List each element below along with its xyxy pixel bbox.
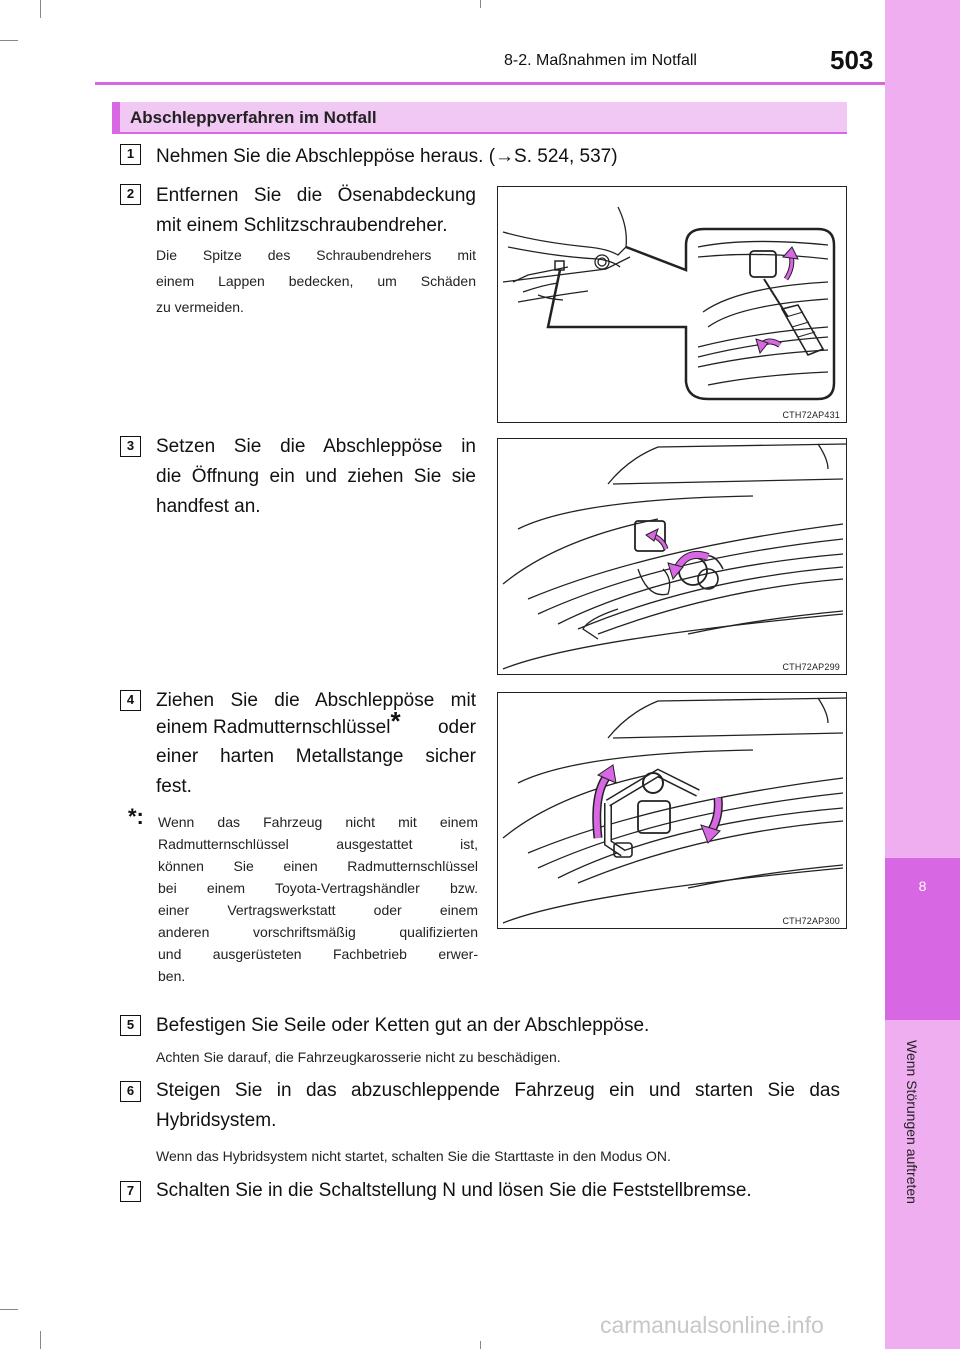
- step-text-line: Steigen Sie in das abzuschleppende Fahrzeug ein und starten Sie das: [156, 1080, 840, 1101]
- step-note-line: einem Lappen bedecken, um Schäden: [156, 273, 476, 289]
- header-section-title: 8-2. Maßnahmen im Notfall: [504, 52, 697, 69]
- step-note-line: Die Spitze des Schraubendrehers mit: [156, 247, 476, 263]
- footnote-line: Radmutternschlüssel ausgestattet ist,: [158, 836, 478, 852]
- figure-code: CTH72AP300: [782, 916, 840, 926]
- step-note-line: zu vermeiden.: [156, 299, 244, 315]
- crop-mark: [480, 1341, 481, 1349]
- step-text: Schalten Sie in die Schaltstellung N und lösen Sie die Feststellbremse.: [156, 1180, 752, 1201]
- footnote-line: einer Vertragswerkstatt oder einem: [158, 902, 478, 918]
- step-text: Befestigen Sie Seile oder Ketten gut an der Abschleppöse.: [156, 1015, 650, 1036]
- step-number: 5: [120, 1015, 141, 1036]
- chapter-side-tab: [885, 0, 960, 1349]
- crop-mark: [40, 1331, 41, 1349]
- figure-remove-eyelet-cover: [497, 186, 847, 423]
- chapter-number: 8: [918, 878, 927, 894]
- footnote-line: bei einem Toyota-Vertragshändler bzw.: [158, 880, 478, 896]
- car-bumper-illustration: [498, 187, 846, 422]
- step-number: 1: [120, 144, 141, 165]
- footnote-line: Wenn das Fahrzeug nicht mit einem: [158, 814, 478, 830]
- car-bumper-illustration: [498, 439, 846, 674]
- crop-mark: [0, 1309, 18, 1310]
- figure-tighten-towing-eyelet: [497, 692, 847, 929]
- header-rule: [95, 82, 885, 85]
- step-text-line: Setzen Sie die Abschleppöse in: [156, 436, 476, 457]
- chapter-title: Wenn Störungen auftreten: [904, 1040, 920, 1204]
- page-number: 503: [830, 45, 874, 75]
- step-text-segment: einem Radmutternschlüssel: [156, 717, 391, 738]
- step-text-line: Entfernen Sie die Ösenabdeckung: [156, 185, 476, 206]
- figure-insert-towing-eyelet: [497, 438, 847, 675]
- step-text-line: mit einem Schlitzschraubendreher.: [156, 215, 448, 236]
- step-number: 4: [120, 690, 141, 711]
- footnote-line: ben.: [158, 968, 186, 984]
- step-text-line: die Öffnung ein und ziehen Sie sie: [156, 466, 476, 487]
- crop-mark: [480, 0, 481, 8]
- crop-mark: [0, 40, 18, 41]
- footnote-line: können Sie einen Radmutternschlüssel: [158, 858, 478, 874]
- step-text-line: fest.: [156, 776, 192, 797]
- footnote-line: und ausgerüsteten Fachbetrieb erwer-: [158, 946, 478, 962]
- step-number: 6: [120, 1081, 141, 1102]
- step-text-line: Ziehen Sie die Abschleppöse mit: [156, 690, 476, 711]
- step-note: Wenn das Hybridsystem nicht startet, schalten Sie die Starttaste in den Modus ON.: [156, 1148, 671, 1164]
- step-note: Achten Sie darauf, die Fahrzeugkarosserie nicht zu beschädigen.: [156, 1049, 561, 1065]
- step-text-line: [156, 705, 476, 743]
- step-text: Nehmen Sie die Abschleppöse heraus. (→S. 524, 537): [156, 146, 618, 167]
- footnote-marker: *:: [128, 804, 144, 829]
- asterisk-marker: *: [390, 705, 401, 736]
- step-text-line: Hybridsystem.: [156, 1110, 277, 1131]
- section-title: Abschleppverfahren im Notfall: [130, 108, 377, 127]
- step-text-line: einer harten Metallstange sicher: [156, 746, 476, 767]
- figure-code: CTH72AP431: [782, 410, 840, 420]
- step-number: 2: [120, 184, 141, 205]
- step-text-segment: oder: [437, 717, 476, 738]
- step-text-line: handfest an.: [156, 496, 261, 517]
- step-number: 7: [120, 1181, 141, 1202]
- crop-mark: [40, 0, 41, 18]
- footnote-line: anderen vorschriftsmäßig qualifizierten: [158, 924, 478, 940]
- figure-code: CTH72AP299: [782, 662, 840, 672]
- step-number: 3: [120, 436, 141, 457]
- watermark: carmanualsonline.info: [600, 1312, 824, 1338]
- car-bumper-illustration: [498, 693, 846, 928]
- section-heading-rule: [112, 132, 847, 134]
